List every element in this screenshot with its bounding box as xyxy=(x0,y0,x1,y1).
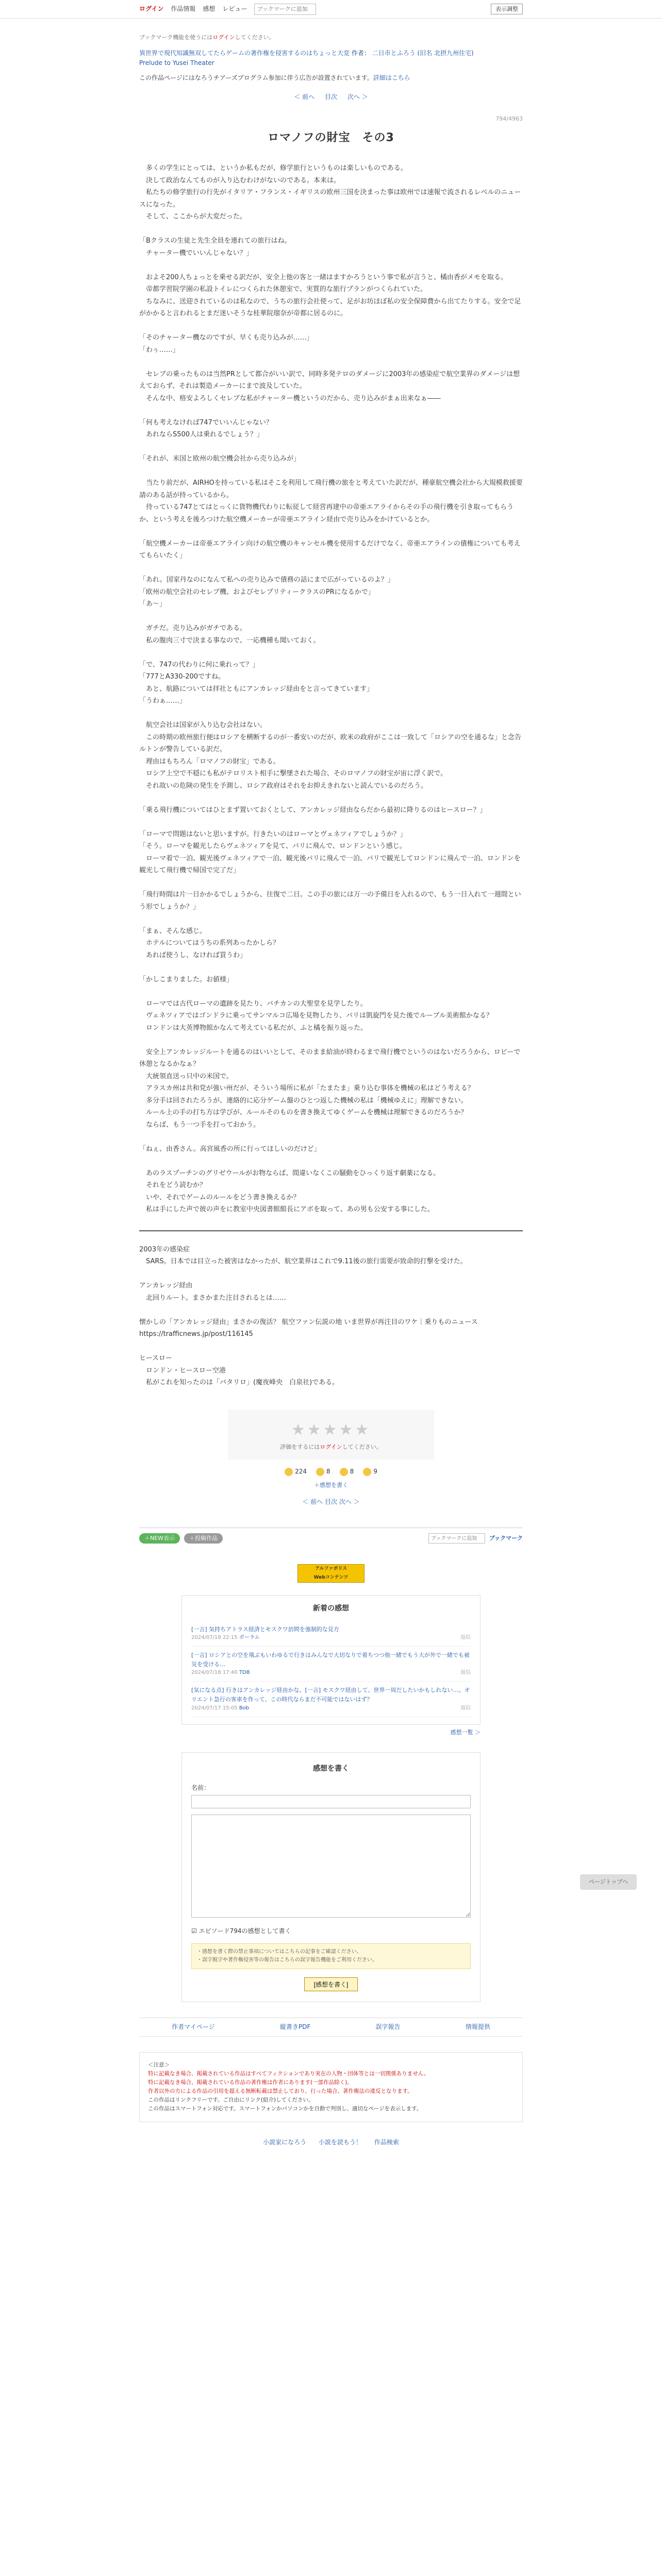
body-paragraph: 私の腹肉三寸で決まる事なので、一応機種も聞いておく。 xyxy=(139,636,320,645)
body-paragraph: そんな中、格安よろしくセレブな私がチャーター機というのだから、売り込みがまぁ出来なぁ―― xyxy=(139,394,441,402)
body-paragraph: およそ200人ちょっとを乗せる訳だが、安全上他の客と一緒はますかろうという事で私が言うと、橘由香がメモを取る。 xyxy=(139,273,507,281)
body-paragraph: ガチだ。売り込みがガチである。 xyxy=(139,624,247,633)
afterword-paragraph xyxy=(139,1268,523,1280)
body-paragraph xyxy=(139,877,523,889)
bottom-toolbar xyxy=(139,1528,523,1544)
body-paragraph xyxy=(139,816,523,828)
review-textarea[interactable] xyxy=(191,1815,471,1918)
review-author[interactable]: TDB xyxy=(239,1670,250,1676)
caution-red1: 特に記載なき場合、掲載されている作品はすべてフィクションであり実在の人物・団体等とは一切関係ありません。 xyxy=(148,2071,429,2077)
rating-stars[interactable]: ★★★★★ xyxy=(291,1420,371,1439)
reaction-count: 8 xyxy=(326,1468,330,1476)
review-date: 2024/07/18 22:15 xyxy=(191,1635,238,1641)
body-paragraph: ホテルについてはうちの系列あったかしら？ xyxy=(139,939,279,947)
rating-box xyxy=(228,1410,434,1460)
toc-link[interactable]: 目次 xyxy=(324,1498,337,1505)
afterword-paragraph: SARS。日本では目立った被害はなかったが、航空業界はこれで9.11後の旅行需要が致命的打撃を受けた。 xyxy=(139,1258,467,1266)
body-paragraph: 「飛行時間は片一日かかるでしょうから、往復で二日。この手の旅には万一の予備日を入れるので、もう一日入れて一週間という形でしょうか？」 xyxy=(139,891,521,911)
narou-link[interactable]: 小説家になろう xyxy=(263,2139,307,2146)
chapter-number: 794/4963 xyxy=(495,115,523,123)
body-paragraph: 「ローマで問題はないと思いますが。行きたいのはローマとヴェネツィアでしょうか？」 xyxy=(139,830,407,838)
body-paragraph: この時期の欧州旅行便はロシアを横断するのが一番安いのだが、欧米の政府がここは一致して「ロシアの空を通るな」と念告ルトンが警告している訳だ。 xyxy=(139,733,522,754)
reaction-bar xyxy=(139,1467,523,1477)
afterword-divider xyxy=(139,1230,523,1231)
body-paragraph: あのラスプーチンのグリゼウールがお物ならば、間違いなくこの騒動をひっくり返す劇薬になる。 xyxy=(139,1169,440,1177)
body-paragraph xyxy=(139,647,523,659)
reaction-laugh[interactable] xyxy=(340,1467,354,1477)
reply-link[interactable]: 返信 xyxy=(460,1670,471,1676)
caution-line4: この作品はリンクフリーです。ご自由にリンク(紹介)してください。 xyxy=(148,2097,314,2104)
body-paragraph: ロシア上空で不穏にも私がテロリスト相手に撃墜された場合、そのロマノフの財宝が宙に浮く訳で。 xyxy=(139,770,448,778)
prev-link[interactable]: ＜ 前へ xyxy=(302,1498,323,1505)
body-paragraph: 「それが、米国と欧州の航空機会社から売り込みが」 xyxy=(139,455,301,463)
body-paragraph: 「航空機メーカーは帝亜エアライン向けの航空機のキャンセル機を使用するだけでなく、帝亜エアラインの債権についても考えてもらいたく」 xyxy=(139,539,521,560)
reply-link[interactable]: 返信 xyxy=(460,1635,471,1641)
body-paragraph: それ故いの危険の発生を予測し、ロシア政府はそれをお抑えきれないと読んでいるのだろう。 xyxy=(139,782,428,790)
caution-line5: この作品はスマートフォン対応です。スマートフォンかパソコンかを自動で判別し、適切なページを表示します。 xyxy=(148,2106,422,2112)
body-paragraph: 「欧州の航空会社のセレブ機、およびセレブリティークラスのPRになるかで」 xyxy=(139,588,375,596)
caution-box xyxy=(139,2052,523,2122)
body-paragraph: 待っている747とてはとっくに貨物機代わりに転従して経営再建中の帝亜エアライからその手の飛行機を引き取ってもらうか、という考えを後ろつけた航空機メーカーが帝亜エアライン経由で売り込みをかけているとか。 xyxy=(139,503,514,523)
body-paragraph: いや、それでゲームのルールをどう書き換えるか？ xyxy=(139,1193,300,1201)
body-paragraph: 「ねぇ、由香さん。高宮風香の所に行ってほしいのだけど」 xyxy=(139,1145,321,1153)
notice-login-link[interactable]: ログイン xyxy=(212,34,235,41)
pickup-banner[interactable] xyxy=(297,1564,365,1583)
body-paragraph: 「そう。ローマを観光したらヴェネツィアを見て、パリに飛んで、ロンドンという感じ。 xyxy=(139,842,406,851)
body-paragraph xyxy=(139,404,523,417)
review-date: 2024/07/17 15:05 xyxy=(191,1705,238,1711)
body-paragraph: 安全上アンカレッジルートを通るのはいいとして、そのまま給油が終わるまで飛行機でというのはないだろうから、ロビーで休憩となるかなぁ？ xyxy=(139,1048,521,1069)
top-bar xyxy=(0,0,662,19)
review-title: [気になる点] 行きはアンカレッジ経由かな。[一言] モスクワ経由して、世界一周だしたいかもしれない…。オリエント急行の客車を作って、この時代ならまだ不可能ではないはず？ xyxy=(191,1687,470,1703)
body-paragraph: 「わぅ……」 xyxy=(139,346,179,354)
body-paragraph: それをどう読むか？ xyxy=(139,1181,207,1190)
body-paragraph xyxy=(139,792,523,804)
chapter-body xyxy=(139,162,523,1216)
body-paragraph: 決して政治なんてものが入り込むわけがないのである。本来は。 xyxy=(139,176,341,184)
yomou-link[interactable]: 小説を読もう！ xyxy=(318,2139,362,2146)
episode-checkbox-label: エピソード794の感想として書く xyxy=(198,1927,291,1935)
caution-red2: 特に記載なき場合、掲載されている作品の著作権は作者にあります(一部作品除く)。 xyxy=(148,2079,353,2086)
works-link[interactable]: 作品情報 xyxy=(171,5,196,12)
review-item[interactable] xyxy=(191,1621,471,1647)
notice-text-post: してください。 xyxy=(235,34,275,41)
name-input[interactable] xyxy=(191,1795,471,1808)
reply-link[interactable]: 返信 xyxy=(460,1705,471,1711)
caution-red3: 作者以外の方による作品の引用を超える無断転載は禁止しており、行った場合、著作権法の違反となります。 xyxy=(148,2088,413,2095)
body-paragraph xyxy=(139,320,523,332)
review-author[interactable]: ポーラム xyxy=(239,1635,260,1641)
body-paragraph: 「あ〜」 xyxy=(139,600,167,608)
body-paragraph: ならば、もう一つ手を打っておかう。 xyxy=(139,1121,260,1129)
site-links xyxy=(0,2138,662,2158)
body-paragraph xyxy=(139,913,523,925)
bookmark-button[interactable]: ブックマーク xyxy=(489,1535,523,1542)
body-paragraph xyxy=(139,986,523,998)
body-paragraph xyxy=(139,526,523,538)
caution-head: ＜注意＞ xyxy=(148,2062,170,2069)
info-provide-link[interactable]: 情報提供 xyxy=(465,2023,490,2031)
feelings-link[interactable]: 感想 xyxy=(203,5,216,12)
body-paragraph: アラスカ州は共和党が強い州だが、そういう場所に私が「たまたま」乗り込む事体を機械の私はどう考える？ xyxy=(139,1084,474,1093)
body-paragraph: 「あれ。国家丹なのになんて私への売り込みで債務の話にまで広がっているのよ？」 xyxy=(139,576,394,584)
submit-review-button[interactable]: [感想を書く] xyxy=(304,1977,358,1991)
reaction-like[interactable] xyxy=(285,1467,307,1477)
review-meta xyxy=(191,1669,471,1677)
body-paragraph: ロンドンは大英博物館かなんて考えている私だが、ふと橘を振り返った。 xyxy=(139,1024,368,1032)
body-paragraph xyxy=(139,562,523,574)
rating-note xyxy=(228,1443,434,1452)
rating-note-pre: 評価をするには xyxy=(280,1443,320,1450)
review-title: [一言] 気持ちアトラス経済とモスクワ訪問を強制的な見方 xyxy=(191,1625,339,1633)
reviews-more-link[interactable]: 感想一覧 ＞ xyxy=(450,1728,481,1736)
afterword-paragraph xyxy=(139,1304,523,1316)
body-paragraph: あと、航路については拝社ともにアンカレッジ経由をと言ってきています」 xyxy=(139,685,374,693)
write-review-link[interactable]: ＋感想を書く xyxy=(314,1482,348,1489)
new-display-tag[interactable]: ＋NEW表示 xyxy=(139,1533,180,1544)
typo-report-link[interactable]: 誤字報告 xyxy=(375,2023,401,2031)
posted-works-tag[interactable]: ＋投稿作品 xyxy=(184,1533,223,1544)
clap-icon xyxy=(363,1468,371,1476)
afterword-paragraph: ロンドン・ヒースロー空港 xyxy=(139,1366,226,1375)
series-info xyxy=(139,48,523,68)
review-item[interactable] xyxy=(191,1682,471,1717)
body-paragraph: そして、ここからが大変だった。 xyxy=(139,213,246,221)
body-paragraph: あれば使うし、なければ買うわ」 xyxy=(139,951,247,959)
body-paragraph: 多くの学生にとっては、というか私もだが、修学旅行というものは楽しいものである。 xyxy=(139,164,407,173)
next-link[interactable]: 次へ ＞ xyxy=(339,1498,360,1505)
toc-link[interactable]: 目次 xyxy=(324,93,337,101)
review-link[interactable]: レビュー xyxy=(222,5,247,12)
body-paragraph: 「で、747の代わりに何に乗れって？」 xyxy=(139,660,259,669)
body-paragraph xyxy=(139,259,523,272)
body-paragraph: 帝都学習院学園の私設トイレにつくられた休憩室で、実質的な旅行プランがつくられていた。 xyxy=(139,285,427,294)
body-paragraph: あれならS500人は乗れるでしょう？」 xyxy=(139,431,263,439)
afterword-paragraph: 私がこれを知ったのは「パタリロ」(魔夜峰央 白泉社)である。 xyxy=(139,1379,339,1387)
body-paragraph: ローマ着で一泊、観光後ヴェネツィアで一泊、観光後パリに飛んで一泊、パリで観光してロンドンに飛んで一泊、ロンドンを観光して飛行機で帰国で完了だ」 xyxy=(139,854,521,875)
review-date: 2024/07/18 17:40 xyxy=(191,1670,238,1676)
ad-note xyxy=(139,73,523,83)
afterword-paragraph: 懐かしの「アンカレッジ経由」まさかの復活？ 航空ファン伝説の地 いま世界が再注目のワケ｜乗りものニュース https://trafficnews.jp/post/116145 xyxy=(139,1318,478,1338)
notice-text: ブックマーク機能を使うには xyxy=(139,34,213,41)
ad-note-link[interactable]: 詳細はこちら xyxy=(373,74,410,81)
name-label: 名前： xyxy=(191,1784,210,1791)
pickup-line1: アルファポリス xyxy=(315,1566,347,1572)
body-paragraph xyxy=(139,1131,523,1143)
body-paragraph: 大統領直送っ只中の米国で。 xyxy=(139,1072,233,1080)
pickup-line2: Webコンテンツ xyxy=(313,1575,349,1581)
body-paragraph: 「何も考えなければ747でいいんじゃない？ xyxy=(139,418,273,427)
review-warning xyxy=(191,1943,471,1969)
series-title-link[interactable]: 異世界で現代知識無双してたらゲームの著作権を侵害するのはちょっと大変 xyxy=(139,49,350,57)
episode-checkbox-row[interactable]: ☑ エピソード794の感想として書く xyxy=(191,1927,291,1935)
afterword-paragraph: 北回りルート。まさかまた注目されるとは…… xyxy=(139,1294,286,1302)
body-paragraph: 「777とA330-200ですね。 xyxy=(139,673,225,681)
warn-line1: ・感想を書く際の禁止事項についてはこちらの記事をご確認ください。 xyxy=(197,1949,362,1955)
warn-line2: ・誤字脱字や著作権侵害等の報告はこちらの誤字報告機能をご利用ください。 xyxy=(197,1957,377,1963)
body-paragraph: 私たちの修学旅行の行先がイタリア・フランス・イギリスの欧州三国を決まった事は欧州では速報で流されるレベルのニュースになった。 xyxy=(139,189,521,209)
write-review-box xyxy=(181,1752,481,2002)
body-paragraph: 私は手にした声で彼の声をに教室中央図書館館長にアポを取って、あの男も公安する事にした。 xyxy=(139,1206,434,1214)
afterword-paragraph: アンカレッジ経由 xyxy=(139,1282,193,1290)
vertical-pdf-link[interactable]: 縦書きPDF xyxy=(279,2023,311,2031)
reaction-smile[interactable] xyxy=(316,1467,330,1477)
body-paragraph: 「うわぁ……」 xyxy=(139,697,186,705)
prev-link[interactable]: ＜ 前へ xyxy=(294,93,315,101)
reaction-count: 224 xyxy=(295,1468,307,1476)
new-reviews-box xyxy=(181,1595,481,1724)
reaction-count: 9 xyxy=(373,1468,377,1476)
reaction-count: 8 xyxy=(350,1468,354,1476)
display-settings-button[interactable]: 表示調整 xyxy=(491,4,523,15)
body-paragraph xyxy=(139,611,523,623)
review-meta xyxy=(191,1634,471,1642)
review-title: [一言] ロシアとの空を飛ぶもいわゆるで行きはみんなで大切なりで着ちつつ他一緒でもう大が外で一緒でも被災を受ける… xyxy=(191,1652,470,1668)
afterword-paragraph: 2003年の感染症 xyxy=(139,1245,190,1253)
body-paragraph: 「乗る飛行機についてはひとまず置いておくとして、アンカレッジ経由ならだから最初に降りるのはヒースロー？」 xyxy=(139,806,487,814)
body-paragraph: チャーター機でいいんじゃない？」 xyxy=(139,249,253,257)
body-paragraph: 多分手は回されたろうが、連絡的に応分ゲーム盤のひとつ返した機械の私は「機械ゆえに」理解できない。 xyxy=(139,1096,468,1105)
rating-login-link[interactable]: ログイン xyxy=(320,1443,342,1450)
new-reviews-heading: 新着の感想 xyxy=(313,1604,349,1613)
review-author[interactable]: Bob xyxy=(239,1705,250,1711)
body-paragraph: セレブの乗ったものは当然PRとして都合がいい訳で、同時多発テロのダメージに2003年の感染症で航空業界のダメージは想えておらず、それは製造メーカーにまで波及していた。 xyxy=(139,370,520,391)
body-paragraph: 「Bクラスの生徒と先生全員を連れての旅行はね。 xyxy=(139,237,291,245)
author-label: 作者： xyxy=(351,49,370,57)
body-paragraph: 「そのチャーター機なのですが、早くも売り込みが……」 xyxy=(139,334,313,342)
body-paragraph xyxy=(139,707,523,720)
chapter-title: ロマノフの財宝 その3 xyxy=(268,131,394,144)
body-paragraph: 「まぁ、そんな感じ。 xyxy=(139,927,207,935)
author-page-link[interactable]: 作者マイページ xyxy=(172,2023,215,2031)
reaction-clap[interactable] xyxy=(363,1467,377,1477)
body-paragraph: ヴェネツィアではゴンドラに乗ってサンマルコ広場を見物したり、パリは凱旋門を見た後でルーブル美術館かなる？ xyxy=(139,1012,493,1020)
page-top-button[interactable]: ページトップへ xyxy=(580,1874,637,1890)
body-paragraph: 「かしこまりました。お値様」 xyxy=(139,975,234,984)
review-item[interactable] xyxy=(191,1647,471,1682)
thumbs-up-icon xyxy=(285,1468,293,1476)
body-paragraph: ちなみに、送迎されているのは私なので、うちの旅行会社使って、足がお坊ほぼ私の安全保障費から出てたりする。安全で足がかかると言われるとまだ迷いそうな桂華院瑠奈が帝都に居るのに。 xyxy=(139,297,521,318)
afterword-paragraph xyxy=(139,1341,523,1353)
write-review-heading: 感想を書く xyxy=(313,1765,349,1773)
bookmark-add-input[interactable] xyxy=(254,4,316,15)
afterword-paragraph: ヒースロー xyxy=(139,1354,172,1363)
search-link[interactable]: 作品検索 xyxy=(374,2139,399,2146)
next-link[interactable]: 次へ ＞ xyxy=(347,93,368,101)
ad-note-text: この作品ページにはなろうチアーズプログラム参加に伴う広告が設置されています。 xyxy=(139,74,373,81)
afterword xyxy=(139,1244,523,1389)
bottom-pager xyxy=(139,1497,523,1507)
body-paragraph: ローマでは古代ローマの遺跡を見たり、バチカンの大聖堂を見学したり。 xyxy=(139,999,367,1008)
body-paragraph: ルール上の手の打ち方は学びが、ルールそのものを書き換えてゆくゲームを機械は理解できるのだろうか？ xyxy=(139,1109,468,1117)
login-notice xyxy=(139,33,523,42)
bookmark-add-input-bottom[interactable] xyxy=(428,1533,485,1544)
series-subtitle[interactable]: Prelude to Yusei Theater xyxy=(139,59,214,66)
body-paragraph xyxy=(139,961,523,974)
body-paragraph: 理由はもちろん「ロマノフの財宝」である。 xyxy=(139,757,280,766)
body-paragraph: 航空会社は国家が入り込む会社はない。 xyxy=(139,721,267,730)
author-link[interactable]: 二日市とふろう (旧名 北摂九州住宅) xyxy=(372,49,474,57)
body-paragraph xyxy=(139,223,523,235)
footer-links xyxy=(139,2018,523,2037)
smile-icon xyxy=(316,1468,324,1476)
body-paragraph: 当たり前だが、AIRHOを持っている私はそこを利用して飛行機の旅をと考えていた訳だが、種豪航空機会社から大規模救援要請のある話が持っているから。 xyxy=(139,479,523,499)
body-paragraph xyxy=(139,1034,523,1046)
rating-note-post: してください。 xyxy=(342,1443,382,1450)
top-pager xyxy=(139,92,523,102)
body-paragraph xyxy=(139,441,523,453)
body-paragraph xyxy=(139,1155,523,1167)
login-link[interactable]: ログイン xyxy=(139,5,164,12)
body-paragraph xyxy=(139,356,523,368)
laugh-icon xyxy=(340,1468,348,1476)
body-paragraph xyxy=(139,465,523,478)
review-meta xyxy=(191,1704,471,1713)
